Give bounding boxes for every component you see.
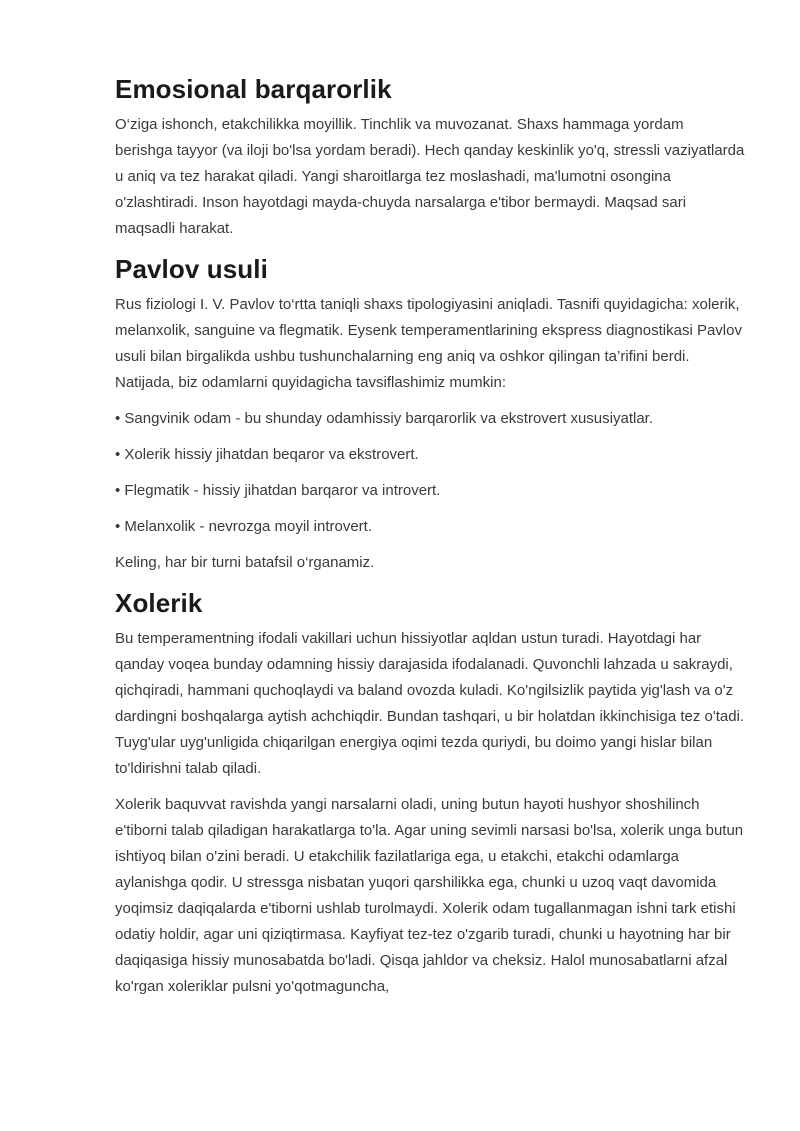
section-heading: Xolerik bbox=[115, 588, 203, 618]
section-choleric bbox=[115, 586, 745, 1000]
paragraph: Keling, har bir turni batafsil o‘rganamiz. bbox=[115, 554, 375, 571]
bullet-item: • Flegmatik - hissiy jihatdan barqaror va introvert. bbox=[115, 482, 441, 499]
section-heading: Emosional barqarorlik bbox=[115, 74, 392, 104]
bullet-item: • Melanxolik - nevrozga moyil introvert. bbox=[115, 518, 373, 535]
paragraph: Rus fiziologi I. V. Pavlov to‘rtta taniqli shaxs tipologiyasini aniqladi. Tasnifi quyidagicha: xolerik, melanxolik, sanguine va flegmatik. Eysenk temperamentlarining ekspress diagnostikasi Pavlov usuli bilan birgalikda ushbu tushunchalarning eng aniq va oshkor qilingan ta’rifini berdi. Natijada, biz odamlarni quyidagicha tavsiflashimiz mumkin: bbox=[115, 296, 742, 391]
bullet-item: • Xolerik hissiy jihatdan beqaror va ekstrovert. bbox=[115, 446, 419, 463]
section-emotional-stability bbox=[115, 72, 745, 242]
document-page bbox=[115, 72, 745, 1010]
section-pavlov-method bbox=[115, 252, 745, 576]
bullet-item: • Sangvinik odam - bu shunday odamhissiy barqarorlik va ekstrovert xususiyatlar. bbox=[115, 410, 654, 427]
section-heading: Pavlov usuli bbox=[115, 254, 268, 284]
paragraph: Xolerik baquvvat ravishda yangi narsalarni oladi, uning butun hayoti hushyor shoshilinch e'tiborni talab qiladigan harakatlarga to'la. Agar uning sevimli narsasi bo'lsa, xolerik unga butun ishtiyoq bilan o'zini beradi. U etakchilik fazilatlariga ega, u etakchi, etakchi odamlarga aylanishga qodir. U stressga nisbatan yuqori qarshilikka ega, chunki u uzoq vaqt davomida yoqimsiz daqiqalarda e'tiborni ushlab turolmaydi. Xolerik odam tugallanmagan ishni tark etishi odatiy holdir, agar uni qiziqtirmasa. Kayfiyat tez-tez o'zgarib turadi, chunki u hayotning har bir daqiqasiga hissiy munosabatda bo'ladi. Qisqa jahldor va cheksiz. Halol munosabatlarni afzal ko'rgan xoleriklar pulsni yo'qotmaguncha, bbox=[115, 796, 744, 995]
paragraph: O‘ziga ishonch, etakchilikka moyillik. Tinchlik va muvozanat. Shaxs hammaga yordam berishga tayyor (va iloji bo'lsa yordam beradi). Hech qanday keskinlik yo'q, stressli vaziyatlarda u aniq va tez harakat qiladi. Yangi sharoitlarga tez moslashadi, ma'lumotni osongina o'zlashtiradi. Inson hayotdagi mayda-chuyda narsalarga e'tibor bermaydi. Maqsad sari maqsadli harakat. bbox=[115, 116, 745, 237]
paragraph: Bu temperamentning ifodali vakillari uchun hissiyotlar aqldan ustun turadi. Hayotdagi har qanday voqea bunday odamning hissiy darajasida ifodalanadi. Quvonchli lahzada u sakraydi, qichqiradi, hammani quchoqlaydi va baland ovozda kuladi. Ko'ngilsizlik paytida yig'lash va o'z dardingni boshqalarga aytish achchiqdir. Bundan tashqari, u bir holatdan ikkinchisiga tez o'tadi. Tuyg'ular uyg'unligida chiqarilgan energiya oqimi tezda quriydi, bu doimo yangi hislar bilan to'ldirishni talab qiladi. bbox=[115, 630, 745, 777]
